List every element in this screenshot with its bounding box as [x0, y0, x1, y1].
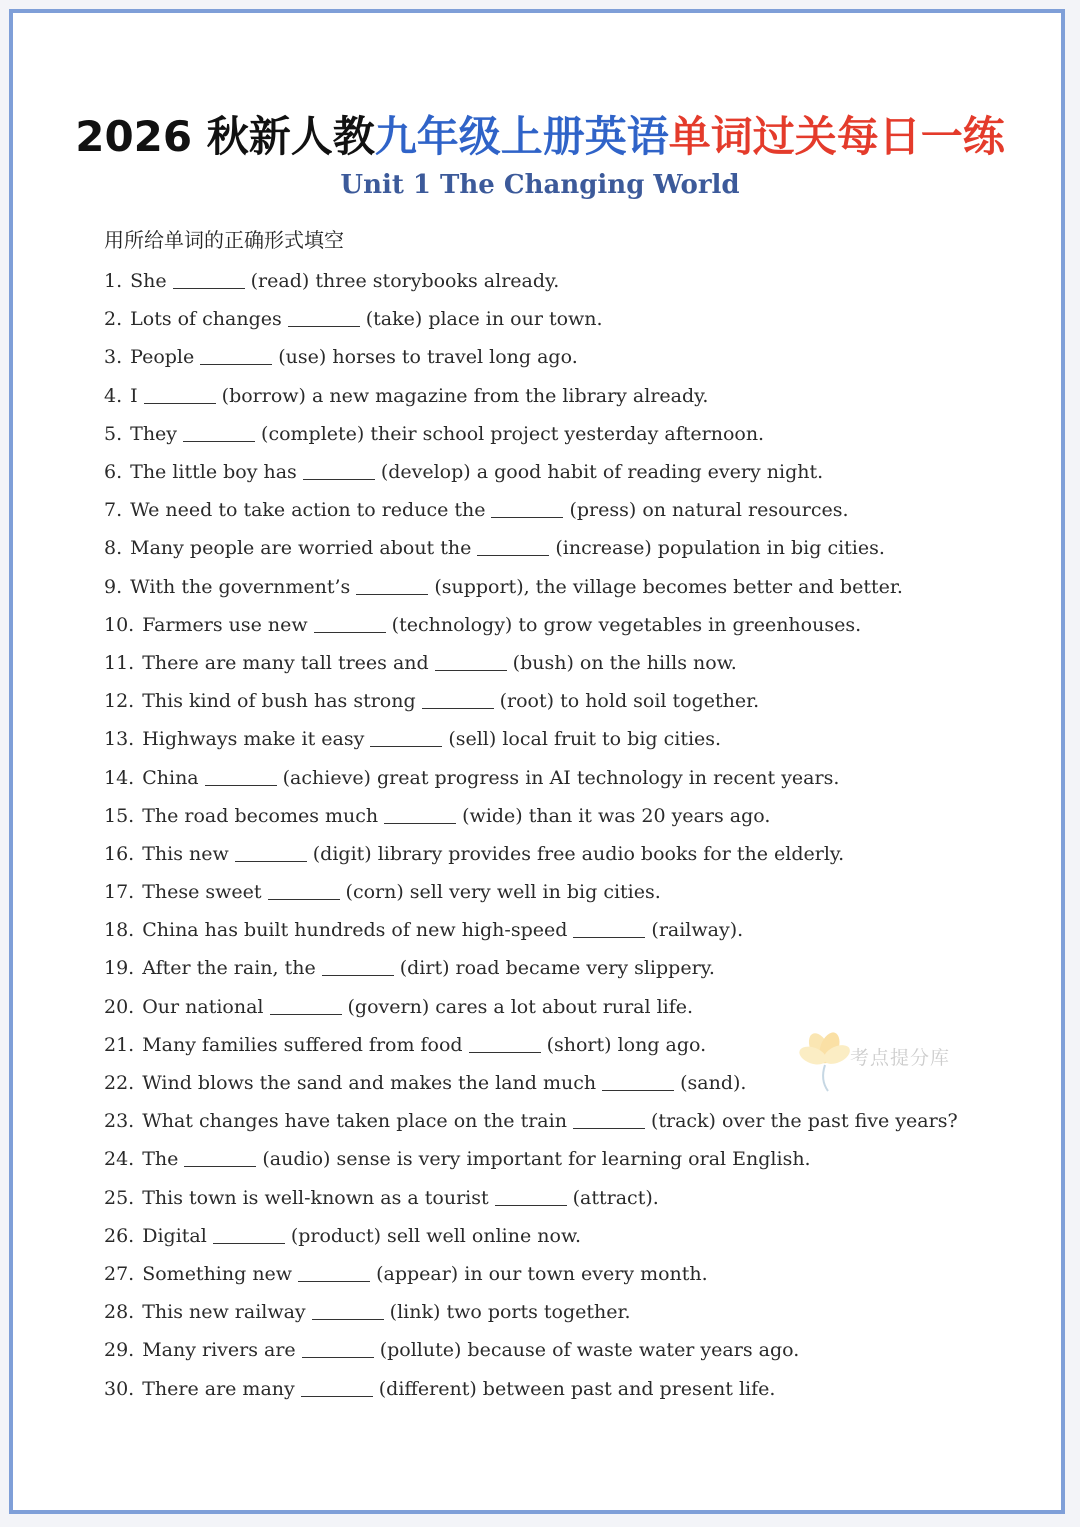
question-number: 1.: [104, 270, 123, 293]
question-text-before: What changes have taken place on the train: [142, 1110, 567, 1133]
question-item: [104, 1255, 1004, 1293]
question-text-after: (wide) than it was 20 years ago.: [462, 804, 771, 827]
question-text-after: (press) on natural resources.: [569, 499, 849, 522]
question-text-before: This town is well-known as a tourist: [142, 1186, 489, 1209]
question-item: [104, 1369, 1004, 1407]
answer-blank[interactable]: [384, 808, 456, 824]
question-item: [104, 1102, 1004, 1140]
question-item: [104, 1140, 1004, 1178]
question-number: 15.: [104, 804, 135, 827]
question-text-before: People: [130, 346, 195, 369]
answer-blank[interactable]: [495, 1190, 567, 1206]
question-item: [104, 377, 1004, 415]
question-number: 28.: [104, 1301, 135, 1324]
question-number: 19.: [104, 957, 135, 980]
question-text-after: (sand).: [680, 1072, 747, 1095]
answer-blank[interactable]: [213, 1228, 285, 1244]
question-text-after: (appear) in our town every month.: [376, 1262, 708, 1285]
answer-blank[interactable]: [270, 999, 342, 1015]
question-item: [104, 453, 1004, 491]
question-text-before: Many rivers are: [142, 1339, 296, 1362]
answer-blank[interactable]: [469, 1037, 541, 1053]
question-item: [104, 1331, 1004, 1369]
question-item: [104, 1179, 1004, 1217]
question-text-before: Our national: [142, 995, 264, 1018]
title-part-book: 九年级上册英语: [374, 112, 669, 161]
question-number: 3.: [104, 346, 123, 369]
question-number: 9.: [104, 575, 123, 598]
question-text-before: Something new: [142, 1262, 293, 1285]
question-text-before: Many families suffered from food: [142, 1033, 463, 1056]
question-number: 18.: [104, 919, 135, 942]
answer-blank[interactable]: [322, 960, 394, 976]
question-item: [104, 338, 1004, 376]
question-text-after: (root) to hold soil together.: [499, 690, 760, 713]
question-text-after: (read) three storybooks already.: [250, 270, 560, 293]
question-text-after: (support), the village becomes better and better.: [434, 575, 903, 598]
question-item: [104, 529, 1004, 567]
answer-blank[interactable]: [422, 693, 494, 709]
question-text-before: There are many: [142, 1377, 295, 1400]
question-item: [104, 1217, 1004, 1255]
answer-blank[interactable]: [235, 846, 307, 862]
watermark-text: 考点提分库: [850, 1047, 951, 1069]
answer-blank[interactable]: [303, 464, 375, 480]
question-item: [104, 949, 1004, 987]
question-text-after: (achieve) great progress in AI technology in recent years.: [282, 766, 840, 789]
answer-blank[interactable]: [301, 1381, 373, 1397]
question-text-before: China has built hundreds of new high-speed: [142, 919, 568, 942]
question-text-after: (attract).: [572, 1186, 659, 1209]
question-text-after: (short) long ago.: [546, 1033, 707, 1056]
answer-blank[interactable]: [184, 1151, 256, 1167]
question-text-after: (audio) sense is very important for learning oral English.: [262, 1148, 811, 1171]
question-text-before: We need to take action to reduce the: [130, 499, 486, 522]
question-text-after: (govern) cares a lot about rural life.: [347, 995, 694, 1018]
question-number: 24.: [104, 1148, 135, 1171]
question-number: 7.: [104, 499, 123, 522]
question-item: [104, 873, 1004, 911]
question-number: 26.: [104, 1224, 135, 1247]
question-text-before: Many people are worried about the: [130, 537, 472, 560]
question-number: 14.: [104, 766, 135, 789]
answer-blank[interactable]: [573, 922, 645, 938]
question-text-after: (technology) to grow vegetables in greenhouses.: [391, 613, 862, 636]
question-text-after: (track) over the past five years?: [650, 1110, 958, 1133]
question-number: 6.: [104, 461, 123, 484]
question-number: 22.: [104, 1072, 135, 1095]
unit-subtitle: Unit 1 The Changing World: [340, 170, 740, 200]
question-text-before: With the government’s: [130, 575, 351, 598]
question-number: 23.: [104, 1110, 135, 1133]
question-item: [104, 1293, 1004, 1331]
question-item: [104, 797, 1004, 835]
question-text-after: (borrow) a new magazine from the library already.: [221, 384, 709, 407]
answer-blank[interactable]: [302, 1342, 374, 1358]
question-number: 4.: [104, 384, 123, 407]
question-text-after: (corn) sell very well in big cities.: [345, 881, 661, 904]
answer-blank[interactable]: [370, 731, 442, 747]
question-text-after: (digit) library provides free audio books for the elderly.: [312, 842, 845, 865]
question-text-before: After the rain, the: [142, 957, 316, 980]
question-item: [104, 644, 1004, 682]
answer-blank[interactable]: [205, 770, 277, 786]
question-text-before: She: [130, 270, 167, 293]
question-number: 27.: [104, 1262, 135, 1285]
question-text-after: (link) two ports together.: [389, 1301, 631, 1324]
question-number: 5.: [104, 422, 123, 445]
question-number: 21.: [104, 1033, 135, 1056]
question-number: 17.: [104, 881, 135, 904]
question-number: 10.: [104, 613, 135, 636]
question-text-after: (product) sell well online now.: [290, 1224, 581, 1247]
question-text-before: This new: [142, 842, 229, 865]
answer-blank[interactable]: [602, 1075, 674, 1091]
question-item: [104, 606, 1004, 644]
title-part-practice: 单词过关每日一练: [668, 112, 1005, 161]
answer-blank[interactable]: [200, 349, 272, 365]
question-text-before: These sweet: [142, 881, 262, 904]
question-item: [104, 835, 1004, 873]
question-text-after: (increase) population in big cities.: [555, 537, 885, 560]
question-item: [104, 758, 1004, 796]
answer-blank[interactable]: [144, 388, 216, 404]
question-number: 25.: [104, 1186, 135, 1209]
question-number: 13.: [104, 728, 135, 751]
question-text-before: Highways make it easy: [142, 728, 365, 751]
question-text-before: There are many tall trees and: [142, 651, 429, 674]
question-text-before: This new railway: [142, 1301, 306, 1324]
question-text-after: (dirt) road became very slippery.: [399, 957, 715, 980]
answer-blank[interactable]: [268, 884, 340, 900]
answer-blank[interactable]: [477, 540, 549, 556]
question-item: [104, 262, 1004, 300]
question-text-after: (sell) local fruit to big cities.: [448, 728, 722, 751]
question-text-before: China: [142, 766, 199, 789]
question-item: [104, 300, 1004, 338]
answer-blank[interactable]: [183, 426, 255, 442]
question-number: 12.: [104, 690, 135, 713]
question-number: 16.: [104, 842, 135, 865]
answer-blank[interactable]: [288, 311, 360, 327]
question-item: [104, 682, 1004, 720]
question-item: [104, 491, 1004, 529]
question-number: 29.: [104, 1339, 135, 1362]
question-item: [104, 988, 1004, 1026]
question-text-before: The: [142, 1148, 179, 1171]
answer-blank[interactable]: [356, 579, 428, 595]
answer-blank[interactable]: [298, 1266, 370, 1282]
question-text-before: I: [130, 384, 138, 407]
question-text-before: They: [130, 422, 178, 445]
question-text-before: This kind of bush has strong: [142, 690, 416, 713]
answer-blank[interactable]: [491, 502, 563, 518]
answer-blank[interactable]: [573, 1113, 645, 1129]
question-text-before: The road becomes much: [142, 804, 379, 827]
question-number: 2.: [104, 308, 123, 331]
question-text-after: (use) horses to travel long ago.: [278, 346, 578, 369]
question-text-after: (complete) their school project yesterday afternoon.: [261, 422, 765, 445]
question-number: 8.: [104, 537, 123, 560]
question-text-after: (railway).: [651, 919, 744, 942]
question-number: 30.: [104, 1377, 135, 1400]
question-text-after: (develop) a good habit of reading every night.: [380, 461, 824, 484]
question-item: [104, 720, 1004, 758]
question-text-after: (pollute) because of waste water years ago.: [379, 1339, 800, 1362]
question-text-before: Lots of changes: [130, 308, 282, 331]
answer-blank[interactable]: [173, 273, 245, 289]
question-text-before: Digital: [142, 1224, 207, 1247]
instruction-text: 用所给单词的正确形式填空: [104, 228, 344, 252]
question-item: [104, 568, 1004, 606]
answer-blank[interactable]: [312, 1304, 384, 1320]
watermark: [790, 1025, 985, 1095]
answer-blank[interactable]: [314, 617, 386, 633]
question-number: 20.: [104, 995, 135, 1018]
question-item: [104, 911, 1004, 949]
question-text-after: (take) place in our town.: [365, 308, 603, 331]
question-text-before: The little boy has: [130, 461, 297, 484]
answer-blank[interactable]: [435, 655, 507, 671]
question-text-before: Farmers use new: [142, 613, 308, 636]
question-list: [104, 262, 1004, 1408]
question-item: [104, 415, 1004, 453]
title-part-grade: 2026 秋新人教: [75, 112, 375, 161]
question-number: 11.: [104, 651, 135, 674]
question-text-before: Wind blows the sand and makes the land much: [142, 1072, 597, 1095]
question-text-after: (different) between past and present life.: [378, 1377, 776, 1400]
question-text-after: (bush) on the hills now.: [512, 651, 737, 674]
page-title: [0, 104, 1080, 164]
